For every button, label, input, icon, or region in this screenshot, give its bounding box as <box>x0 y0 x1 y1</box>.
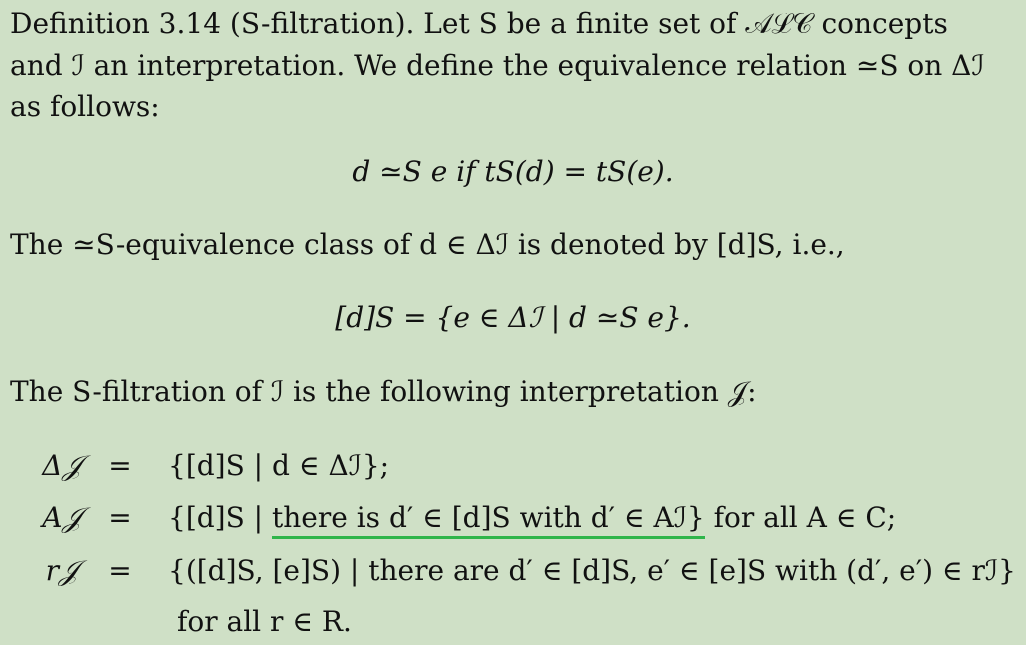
equation-equals: = <box>108 554 132 587</box>
equation-lhs: A𝒥 <box>42 501 82 534</box>
equation-equals: = <box>108 501 132 534</box>
definition-line-1: Definition 3.14 (S-filtration). Let S be a finite set of 𝒜ℒ𝒞 concepts <box>10 7 948 40</box>
paragraph-equivalence-class: The ≃S-equivalence class of d ∈ Δℐ is denoted by [d]S, i.e., <box>10 228 845 261</box>
display-equation-1: d ≃S e if tS(d) = tS(e). <box>352 155 674 188</box>
definition-line-2: and ℐ an interpretation. We define the equivalence relation ≃S on Δℐ <box>10 49 985 82</box>
equation-rhs: {([d]S, [e]S) | there are d′ ∈ [d]S, e′ ∈ [e]S with (d′, e′) ∈ rℐ} <box>168 554 1016 587</box>
definition-line-3: as follows: <box>10 90 160 123</box>
paragraph-filtration: The S-filtration of ℐ is the following interpretation 𝒥: <box>10 375 757 408</box>
equation-rhs: {[d]S | d ∈ Δℐ}; <box>168 449 390 482</box>
equation-row-role-continuation: for all r ∈ R. <box>177 605 352 638</box>
equation-equals: = <box>108 449 132 482</box>
display-equation-2: [d]S = {e ∈ Δℐ | d ≃S e}. <box>335 301 691 334</box>
equation-rhs-prefix: {[d]S | <box>168 501 273 534</box>
equation-rhs-suffix: for all A ∈ C; <box>704 501 897 534</box>
equation-lhs: Δ𝒥 <box>42 449 82 482</box>
highlight-underline: there is d′ ∈ [d]S with d′ ∈ Aℐ} <box>272 501 705 539</box>
equation-lhs: r𝒥 <box>45 554 79 587</box>
equation-rhs <box>168 498 896 538</box>
